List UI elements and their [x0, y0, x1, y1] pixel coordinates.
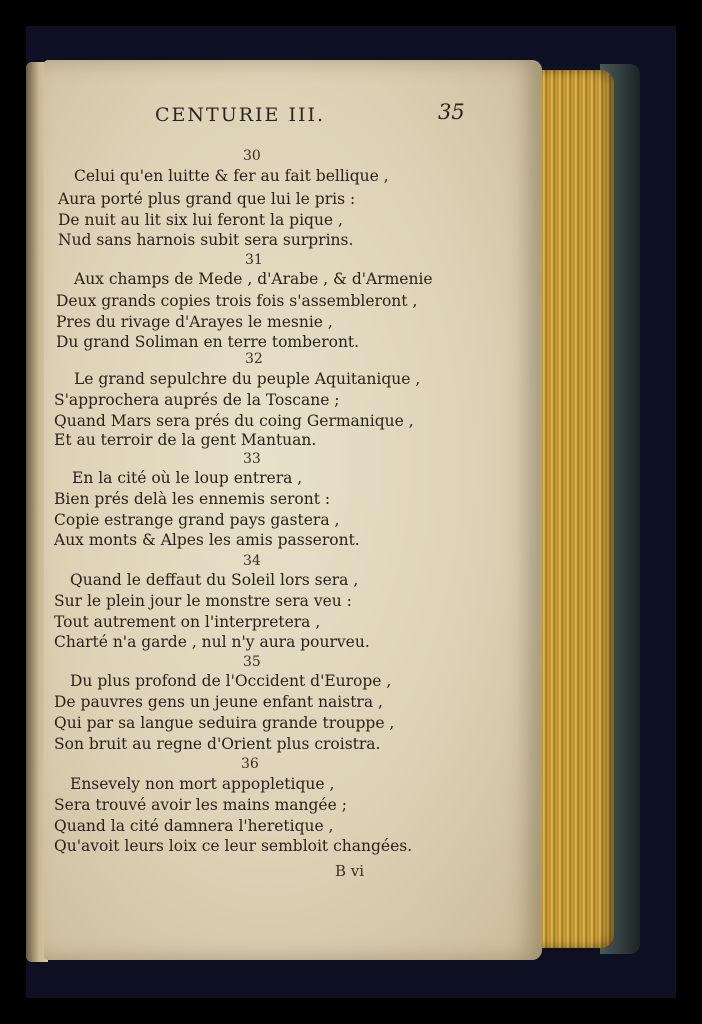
verse-line: Aux champs de Mede , d'Arabe , & d'Armenie — [74, 270, 433, 288]
verse-line: Quand Mars sera prés du coing Germanique , — [54, 412, 414, 430]
quatrain-number: 32 — [245, 351, 263, 367]
quatrain-number: 31 — [245, 252, 263, 268]
verse-line: Tout autrement on l'interpretera , — [54, 613, 321, 631]
quatrain-number: 30 — [243, 148, 261, 164]
verse-line: De nuit au lit six lui feront la pique , — [58, 211, 343, 229]
verse-line: Pres du rivage d'Arayes le mesnie , — [56, 313, 333, 331]
verse-line: Nud sans harnois subit sera surprins. — [58, 231, 354, 249]
verse-line: Qui par sa langue seduira grande trouppe , — [54, 714, 395, 732]
verse-line: S'approchera auprés de la Toscane ; — [54, 391, 340, 409]
running-header: CENTURIE III. — [155, 104, 325, 126]
verse-line: En la cité où le loup entrera , — [72, 469, 303, 487]
verse-line: Sera trouvé avoir les mains mangée ; — [54, 796, 347, 814]
quatrain-number: 33 — [243, 451, 261, 467]
verse-line: Qu'avoit leurs loix ce leur sembloit changées. — [54, 837, 413, 855]
verse-line: Copie estrange grand pays gastera , — [54, 511, 340, 529]
quatrain-number: 34 — [243, 553, 261, 569]
verse-line: Charté n'a garde , nul n'y aura pourveu. — [54, 633, 370, 651]
page-number: 35 — [438, 100, 465, 124]
verse-line: Du grand Soliman en terre tomberont. — [56, 333, 360, 351]
verse-line: Bien prés delà les ennemis seront : — [54, 490, 331, 508]
verse-line: De pauvres gens un jeune enfant naistra , — [54, 693, 383, 711]
verse-line: Deux grands copies trois fois s'assembleront , — [56, 292, 418, 310]
verse-line: Ensevely non mort appopletique , — [70, 775, 335, 793]
signature-mark: B vi — [335, 862, 365, 880]
quatrain-number: 36 — [241, 756, 259, 772]
verse-line: Aux monts & Alpes les amis passeront. — [54, 531, 360, 549]
verse-line: Sur le plein jour le monstre sera veu : — [54, 592, 352, 610]
verse-line: Aura porté plus grand que lui le pris : — [58, 190, 356, 208]
verse-line: Son bruit au regne d'Orient plus croistra. — [54, 735, 381, 753]
quatrain-number: 35 — [243, 654, 261, 670]
verse-line: Le grand sepulchre du peuple Aquitanique , — [74, 370, 421, 388]
verse-line: Quand le deffaut du Soleil lors sera , — [70, 571, 359, 589]
verse-line: Et au terroir de la gent Mantuan. — [54, 431, 317, 449]
verse-line: Du plus profond de l'Occident d'Europe , — [70, 672, 392, 690]
verse-line: Celui qu'en luitte & fer au fait bellique , — [74, 167, 389, 185]
verse-line: Quand la cité damnera l'heretique , — [54, 817, 334, 835]
